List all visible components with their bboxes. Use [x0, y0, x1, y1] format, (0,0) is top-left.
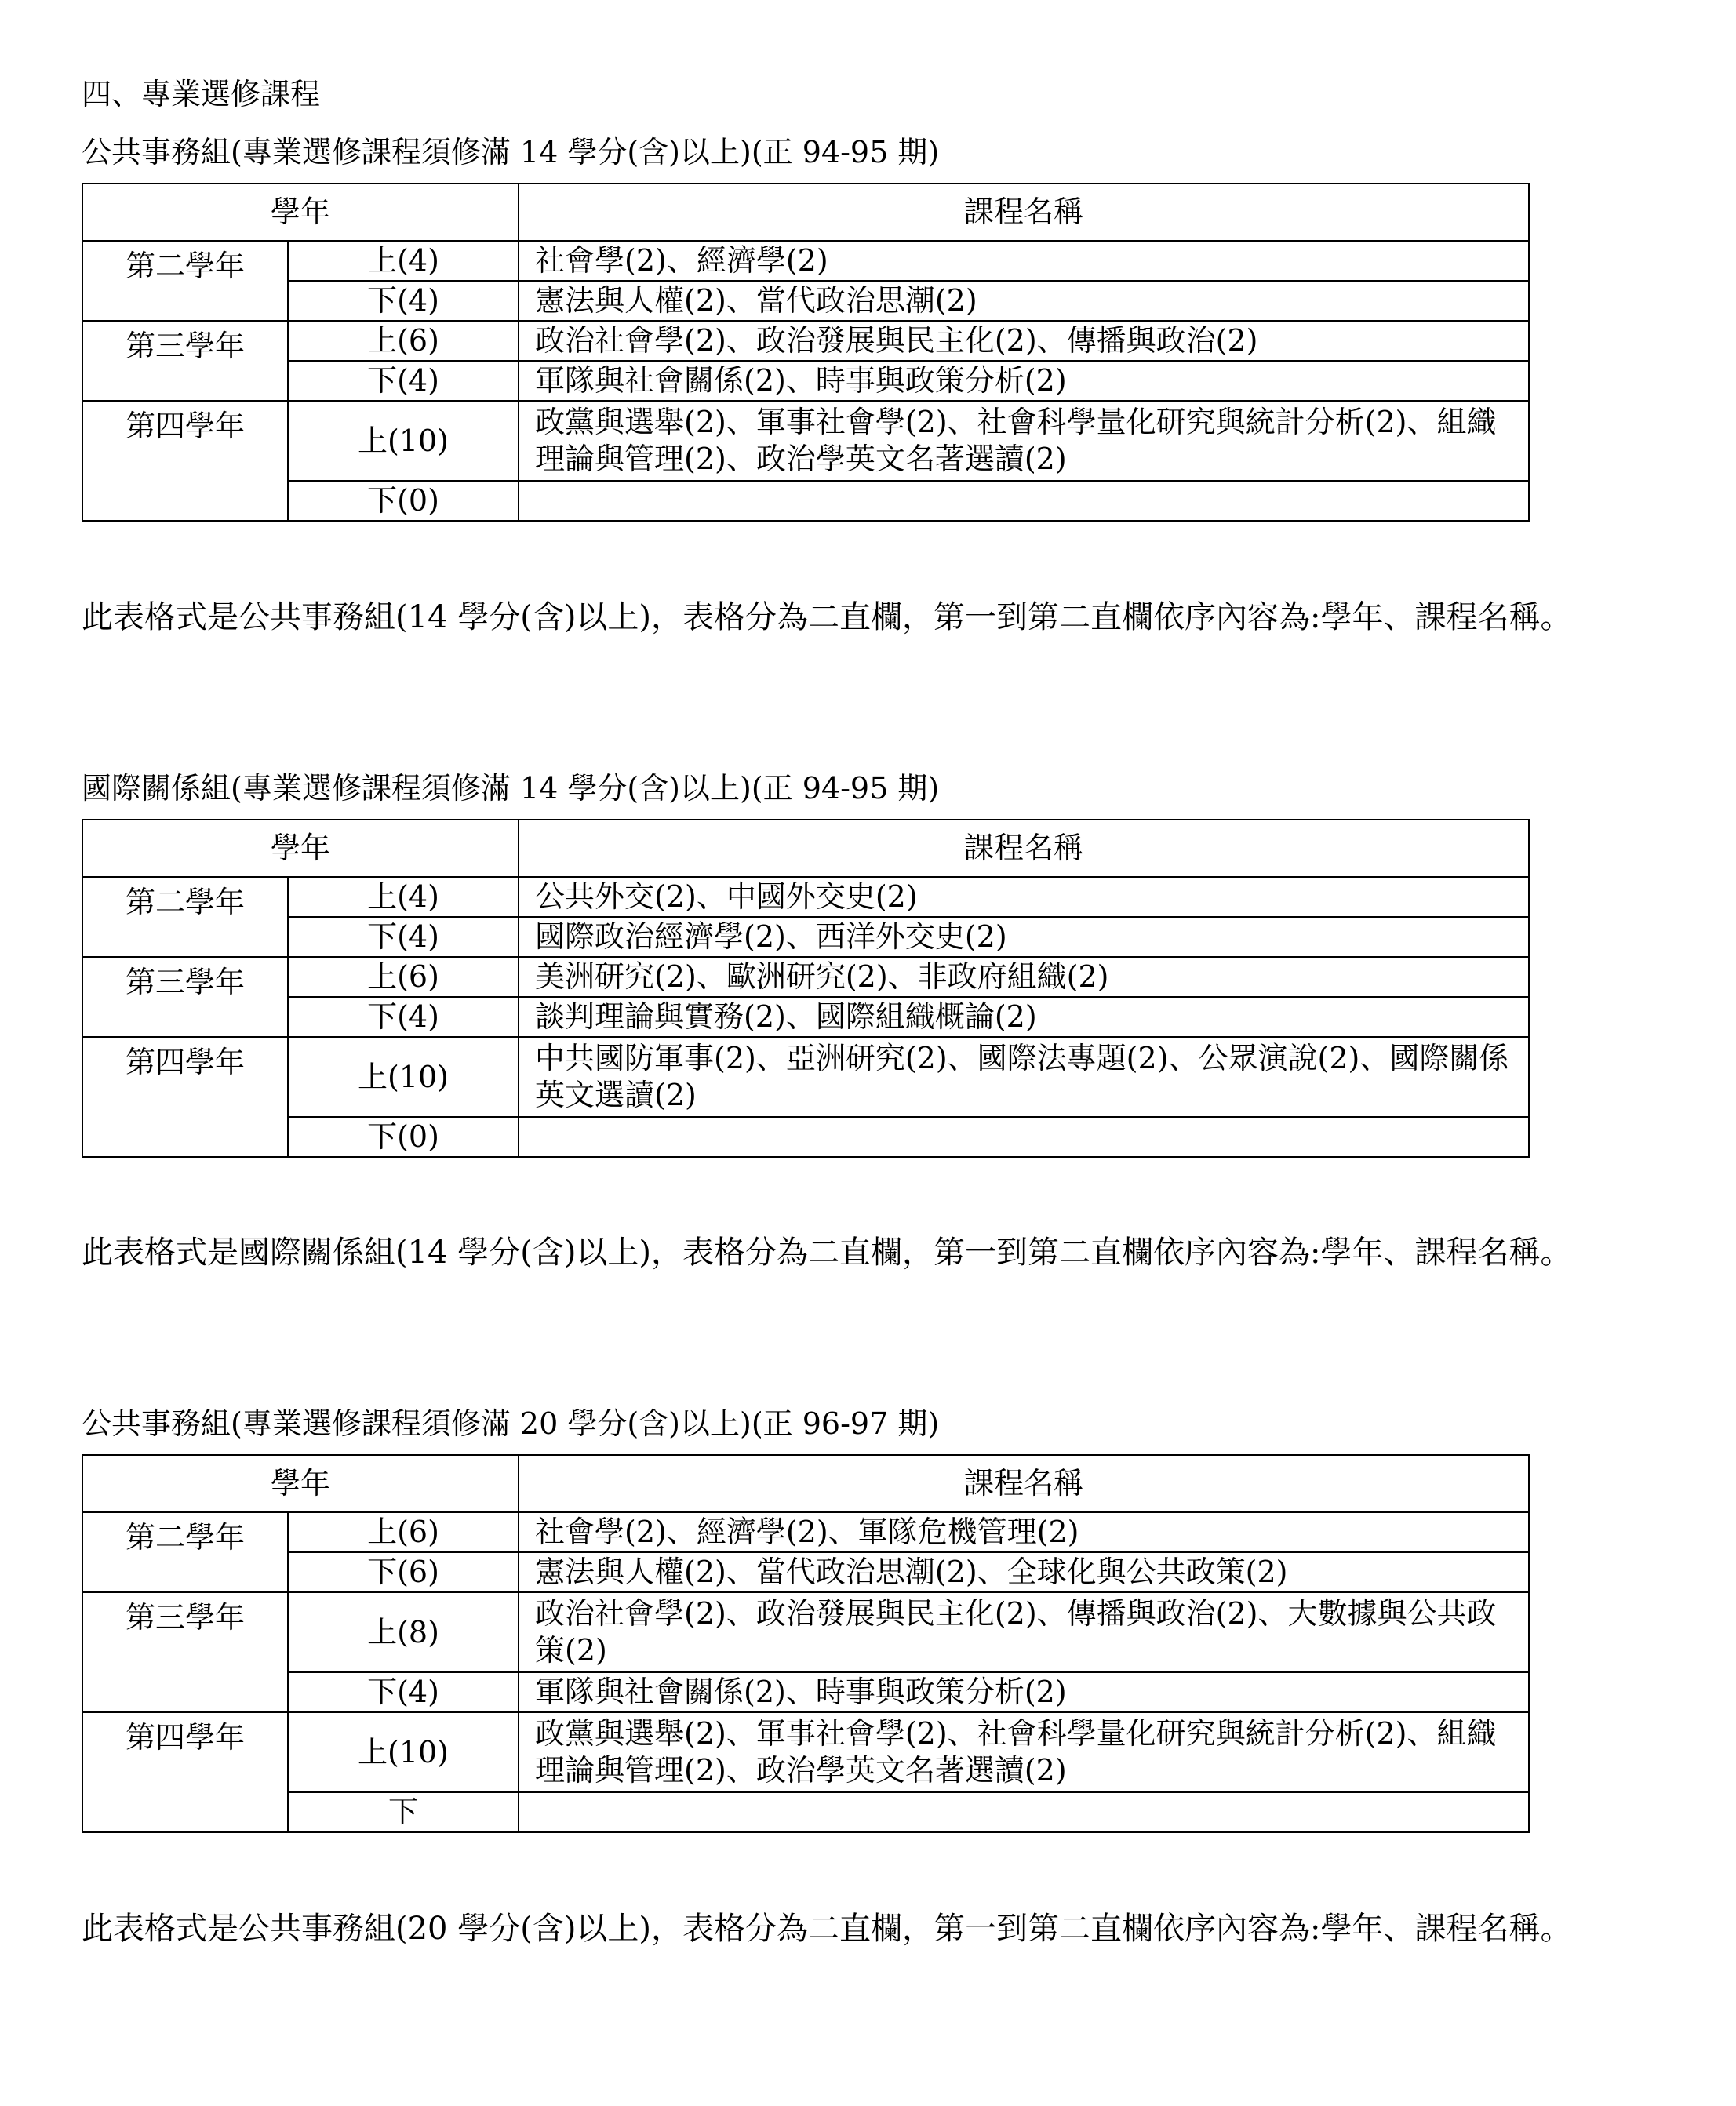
table-row	[82, 1792, 1529, 1832]
course-cell	[519, 1117, 1529, 1157]
semester-cell: 上(8)	[288, 1592, 519, 1672]
table-row	[82, 877, 1529, 917]
year-cell: 第二學年	[82, 1512, 288, 1592]
elective-table	[82, 183, 1530, 522]
header-course: 課程名稱	[519, 820, 1529, 877]
table-row	[82, 1712, 1529, 1792]
semester-cell: 下(6)	[288, 1552, 519, 1592]
course-cell: 政黨與選舉(2)、軍事社會學(2)、社會科學量化研究與統計分析(2)、組織理論與管理(2)、政治學英文名著選讀(2)	[519, 1712, 1529, 1792]
semester-cell: 下	[288, 1792, 519, 1832]
year-cell: 第三學年	[82, 1592, 288, 1712]
course-cell: 美洲研究(2)、歐洲研究(2)、非政府組織(2)	[519, 957, 1529, 997]
course-cell	[519, 1792, 1529, 1832]
course-cell: 憲法與人權(2)、當代政治思潮(2)、全球化與公共政策(2)	[519, 1552, 1529, 1592]
semester-cell: 上(6)	[288, 957, 519, 997]
table-row	[82, 917, 1529, 957]
table-row	[82, 481, 1529, 521]
semester-cell: 下(0)	[288, 481, 519, 521]
section-heading: 四、專業選修課程	[82, 77, 321, 111]
course-cell: 政治社會學(2)、政治發展與民主化(2)、傳播與政治(2)、大數據與公共政策(2)	[519, 1592, 1529, 1672]
table-caption: 公共事務組(專業選修課程須修滿 14 學分(含)以上)(正 94-95 期)	[82, 135, 940, 169]
semester-cell: 下(4)	[288, 917, 519, 957]
semester-cell: 下(4)	[288, 361, 519, 401]
header-course: 課程名稱	[519, 184, 1529, 241]
course-cell: 政黨與選舉(2)、軍事社會學(2)、社會科學量化研究與統計分析(2)、組織理論與管理(2)、政治學英文名著選讀(2)	[519, 401, 1529, 481]
year-cell: 第三學年	[82, 321, 288, 401]
table-row	[82, 1037, 1529, 1117]
year-cell: 第四學年	[82, 1712, 288, 1832]
year-cell: 第四學年	[82, 1037, 288, 1157]
course-cell: 憲法與人權(2)、當代政治思潮(2)	[519, 281, 1529, 321]
year-cell: 第四學年	[82, 401, 288, 521]
course-cell: 軍隊與社會關係(2)、時事與政策分析(2)	[519, 361, 1529, 401]
semester-cell: 上(6)	[288, 321, 519, 361]
semester-cell: 上(10)	[288, 401, 519, 481]
semester-cell: 上(6)	[288, 1512, 519, 1552]
table-row	[82, 401, 1529, 481]
table-row	[82, 321, 1529, 361]
elective-table	[82, 819, 1530, 1158]
elective-table	[82, 1454, 1530, 1833]
table-caption: 公共事務組(專業選修課程須修滿 20 學分(含)以上)(正 96-97 期)	[82, 1406, 940, 1441]
course-cell: 軍隊與社會關係(2)、時事與政策分析(2)	[519, 1672, 1529, 1712]
semester-cell: 上(4)	[288, 877, 519, 917]
table-note: 此表格式是國際關係組(14 學分(含)以上)，表格分為二直欄，第一到第二直欄依序內容為:學年、課程名稱。	[82, 1235, 1572, 1271]
semester-cell: 下(4)	[288, 1672, 519, 1712]
semester-cell: 上(10)	[288, 1712, 519, 1792]
course-cell: 社會學(2)、經濟學(2)、軍隊危機管理(2)	[519, 1512, 1529, 1552]
table-note: 此表格式是公共事務組(14 學分(含)以上)，表格分為二直欄，第一到第二直欄依序內容為:學年、課程名稱。	[82, 599, 1572, 635]
header-course: 課程名稱	[519, 1455, 1529, 1512]
table-row	[82, 361, 1529, 401]
semester-cell: 上(10)	[288, 1037, 519, 1117]
year-cell: 第二學年	[82, 877, 288, 957]
header-year: 學年	[82, 1455, 519, 1512]
table-caption: 國際關係組(專業選修課程須修滿 14 學分(含)以上)(正 94-95 期)	[82, 771, 940, 806]
table-note: 此表格式是公共事務組(20 學分(含)以上)，表格分為二直欄，第一到第二直欄依序內容為:學年、課程名稱。	[82, 1911, 1572, 1947]
semester-cell: 下(4)	[288, 281, 519, 321]
table-row	[82, 1512, 1529, 1552]
semester-cell: 下(0)	[288, 1117, 519, 1157]
table-row	[82, 1592, 1529, 1672]
header-year: 學年	[82, 820, 519, 877]
semester-cell: 下(4)	[288, 997, 519, 1037]
table-row	[82, 241, 1529, 281]
table-row	[82, 281, 1529, 321]
course-cell: 國際政治經濟學(2)、西洋外交史(2)	[519, 917, 1529, 957]
course-cell: 社會學(2)、經濟學(2)	[519, 241, 1529, 281]
course-cell: 政治社會學(2)、政治發展與民主化(2)、傳播與政治(2)	[519, 321, 1529, 361]
course-cell	[519, 481, 1529, 521]
year-cell: 第三學年	[82, 957, 288, 1037]
course-cell: 公共外交(2)、中國外交史(2)	[519, 877, 1529, 917]
header-year: 學年	[82, 184, 519, 241]
semester-cell: 上(4)	[288, 241, 519, 281]
table-row	[82, 1117, 1529, 1157]
table-row	[82, 957, 1529, 997]
course-cell: 中共國防軍事(2)、亞洲研究(2)、國際法專題(2)、公眾演說(2)、國際關係英文選讀(2)	[519, 1037, 1529, 1117]
table-row	[82, 997, 1529, 1037]
course-cell: 談判理論與實務(2)、國際組織概論(2)	[519, 997, 1529, 1037]
table-row	[82, 1552, 1529, 1592]
year-cell: 第二學年	[82, 241, 288, 321]
table-row	[82, 1672, 1529, 1712]
